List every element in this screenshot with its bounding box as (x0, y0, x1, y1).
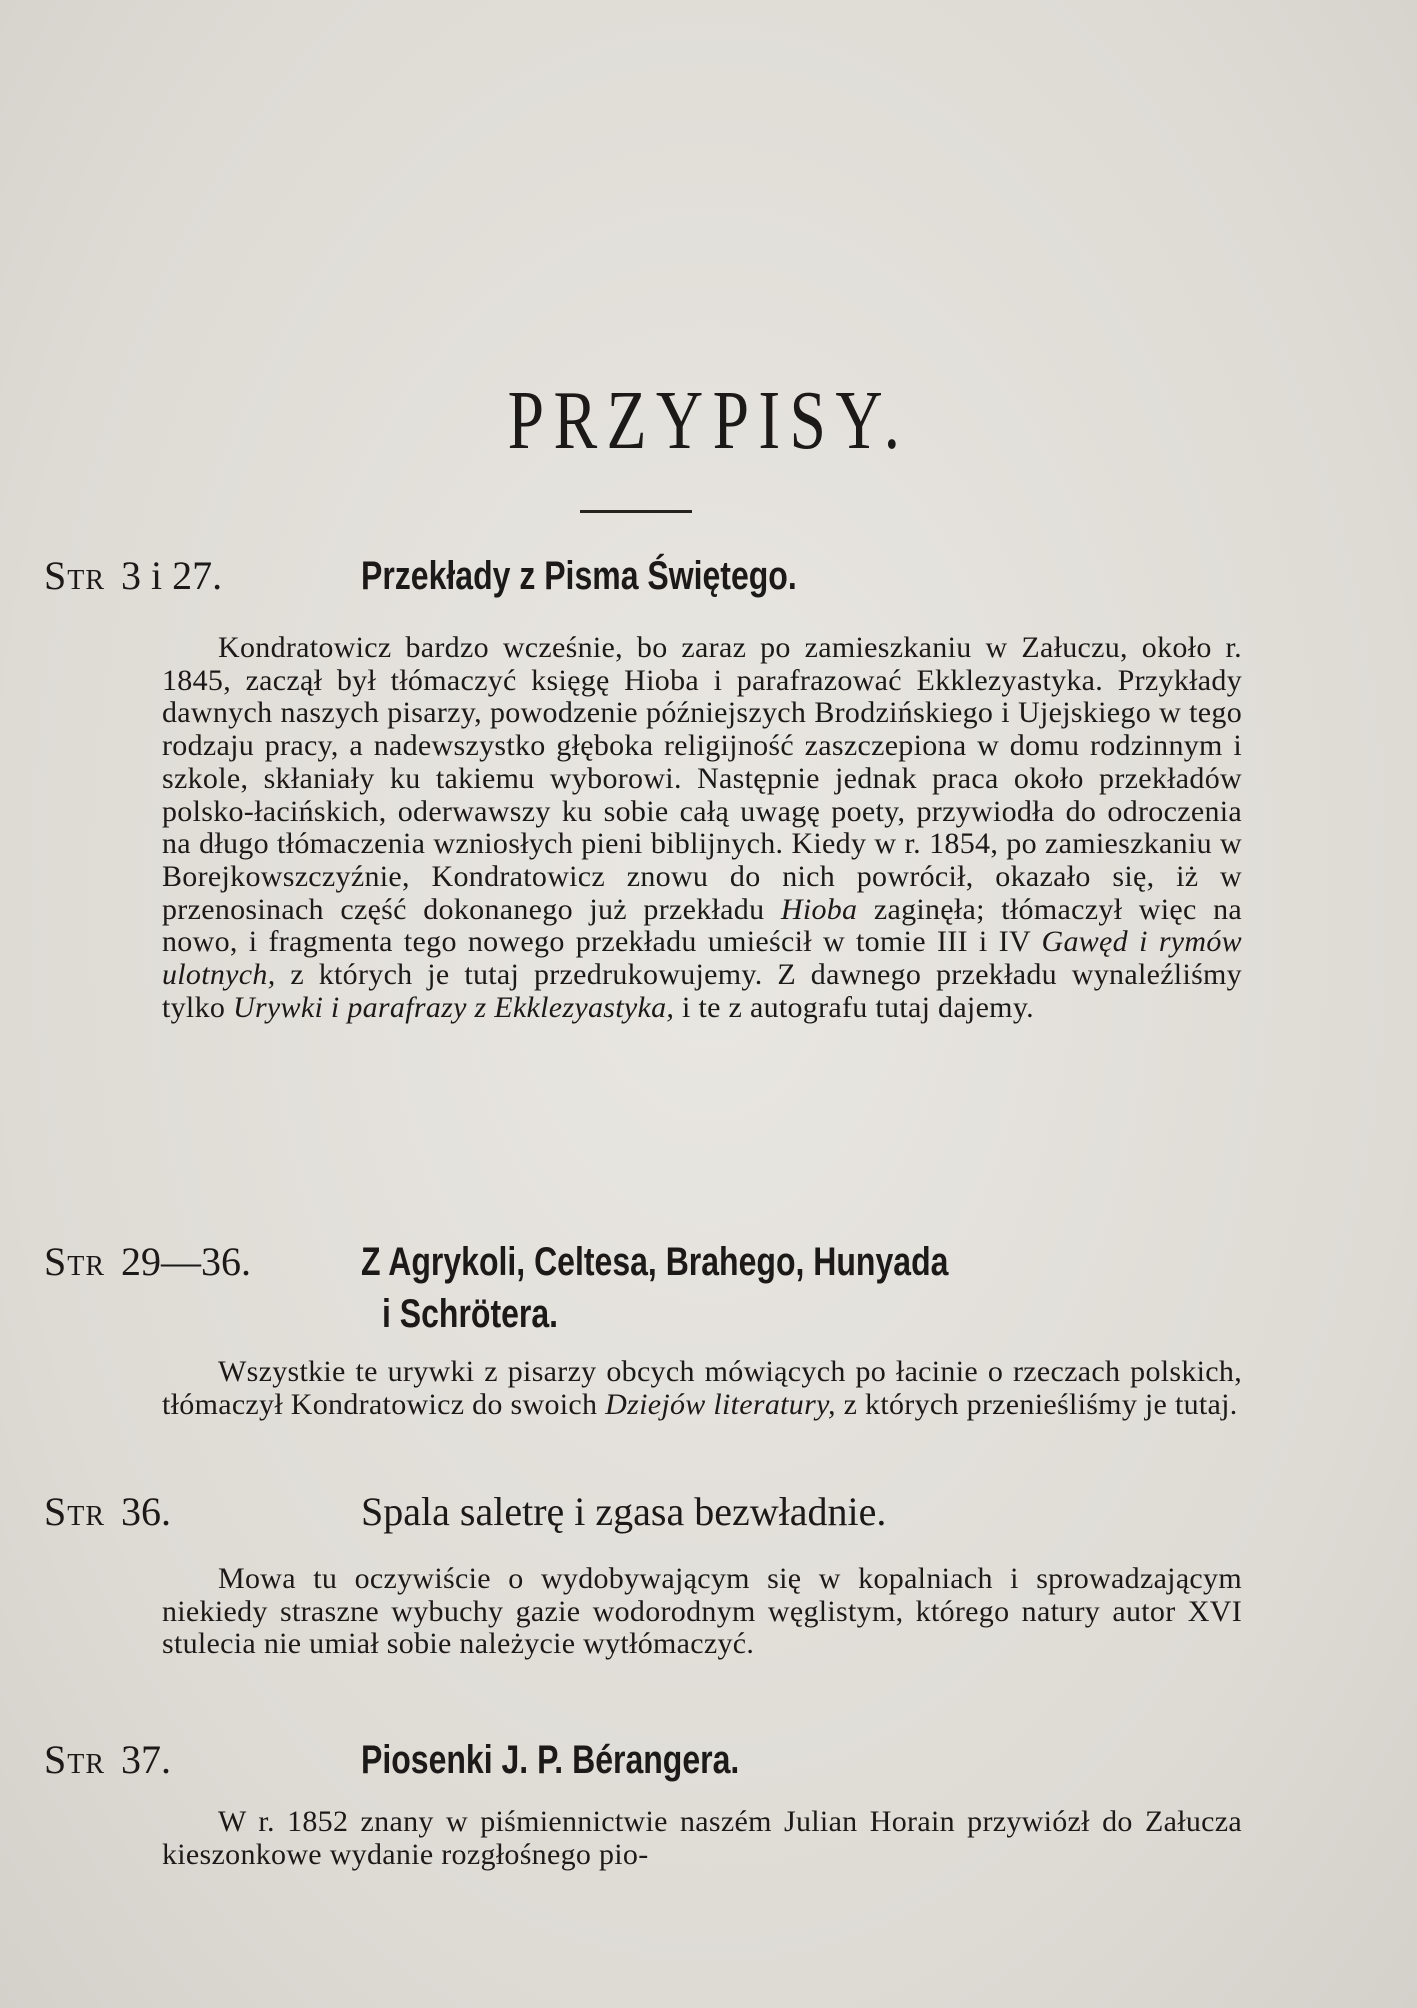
heading-text: i Schrötera. (382, 1292, 559, 1336)
paragraph-text: Wszystkie te urywki z pisarzy obcych mówiących po łacinie o rzeczach polskich, tłómaczył Kondratowicz do swoich (162, 1355, 1242, 1421)
paragraph-text: W r. 1852 znany w piśmiennictwie naszém Julian Horain przywiózł do Załucza kieszonkowe wydanie rozgłośnego pio- (162, 1805, 1242, 1871)
heading-text: Piosenki J. P. Bérangera. (361, 1738, 740, 1782)
note-paragraph (162, 1356, 1242, 1421)
title-rule (580, 510, 692, 513)
heading-text: Spala saletrę i zgasa bezwładnie. (361, 1489, 887, 1534)
page-ref: 37. (121, 1737, 172, 1782)
section-heading (44, 1488, 886, 1535)
italic-title: Urywki i parafrazy z Ekklezyastyka, (232, 990, 675, 1024)
paragraph-text: z których je tutaj przedrukowujemy. Z dawnego przekładu wynaleźliśmy tylko (162, 958, 1242, 1024)
section-heading (44, 1736, 834, 1783)
str-label: Str (44, 553, 106, 598)
page-title: PRZYPISY. (507, 374, 910, 467)
heading-text: Z Agrykoli, Celtesa, Brahego, Hunyada (361, 1240, 949, 1284)
section-heading (44, 552, 906, 599)
italic-title: Dziejów literatury, (605, 1387, 836, 1421)
page-ref: 3 i 27. (121, 553, 223, 598)
section-heading (44, 1238, 1095, 1285)
heading-text: Przekłady z Pisma Świętego. (361, 554, 797, 598)
str-label: Str (44, 1239, 106, 1284)
paragraph-text: Kondratowicz bardzo wcześnie, bo zaraz po zamieszkaniu w Załuczu, około r. 1845, zaczął był tłómaczyć księgę Hioba i parafrazować Ekklezyastyka. Przykłady dawnych naszych pisarzy, powodzenie późniejszych Brodzińskiego i Ujejskiego w tego rodzaju pracy, a nadewszystko głęboka religijność zaszczepiona w domu rodzinnym i szkole, skłaniały ku takiemu wyborowi. Następnie jednak praca około przekładów polsko-łacińskich, oderwawszy ku sobie całą uwagę poety, przywiodła do odroczenia na długo tłómaczenia wzniosłych pieni biblijnych. Kiedy w r. 1854, po zamieszkaniu w Borejkowszczyźnie, Kondratowicz znowu do nich powrócił, okazało się, iż w przenosinach część dokonanego już przekładu (162, 631, 1242, 926)
paragraph-text: zaginęła; tłómaczył więc na nowo, i fragmenta tego nowego przekładu umieścił w tomie III i IV (162, 892, 1242, 959)
paragraph-text: i te z autografu tutaj dajemy. (682, 990, 1034, 1024)
italic-title: Hioba (780, 892, 858, 926)
str-label: Str (44, 1737, 106, 1782)
str-label: Str (44, 1489, 106, 1534)
paragraph-text: Mowa tu oczywiście o wydobywającym się w kopalniach i sprowadzającym niekiedy straszne wybuchy gazie wodorodnym węglistym, którego natury autor XVI stulecia nie umiał sobie należycie wytłómaczyć. (162, 1562, 1242, 1661)
italic-title: Gawęd i rymów ulotnych, (162, 925, 1242, 992)
note-paragraph (162, 632, 1242, 1024)
page-ref: 29—36. (121, 1239, 252, 1284)
paragraph-text: z których przenieśliśmy je tutaj. (843, 1387, 1238, 1421)
note-paragraph (162, 1563, 1242, 1661)
note-paragraph (162, 1806, 1242, 1871)
page-ref: 36. (121, 1489, 172, 1534)
section-heading-continued (382, 1290, 602, 1337)
